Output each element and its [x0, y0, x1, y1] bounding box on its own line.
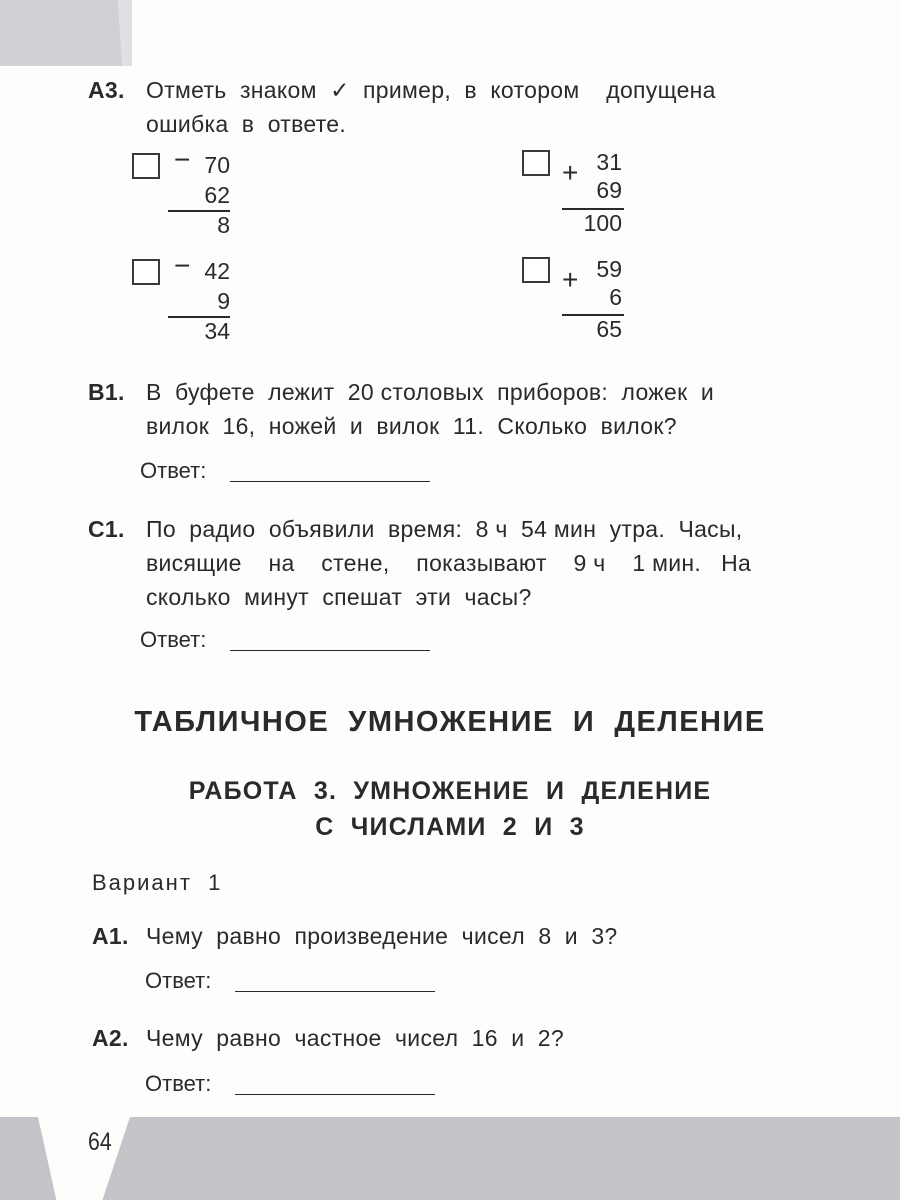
answer-checkbox[interactable]	[132, 153, 160, 179]
operand: 70	[204, 152, 230, 178]
question-text: вилок 16, ножей и вилок 11. Сколько вилок?	[146, 413, 677, 439]
result: 34	[204, 318, 230, 344]
minus-sign: −	[174, 250, 191, 281]
example-4	[522, 254, 642, 344]
answer-label: Ответ:	[145, 968, 212, 993]
answer-field[interactable]	[235, 1094, 435, 1095]
question-text: висящие на стене, показывают 9 ч 1 мин. На	[146, 550, 752, 576]
minus-sign: −	[174, 144, 191, 175]
operand: 6	[609, 284, 622, 310]
question-text: Чему равно произведение чисел 8 и 3?	[146, 923, 618, 949]
answer-label: Ответ:	[140, 627, 207, 652]
operand: 42	[204, 258, 230, 284]
question-a2	[92, 1020, 852, 1060]
question-label: А2.	[92, 1025, 129, 1051]
page-number: 64	[88, 1128, 112, 1156]
answer-label: Ответ:	[140, 458, 207, 483]
operand: 31	[596, 149, 622, 175]
answer-row-a1	[145, 968, 435, 994]
operand: 59	[596, 256, 622, 282]
question-a3	[88, 72, 848, 152]
result: 65	[596, 316, 622, 342]
question-b1	[88, 374, 848, 454]
answer-checkbox[interactable]	[522, 150, 550, 176]
answer-field[interactable]	[230, 650, 430, 651]
question-text: По радио объявили время: 8 ч 54 мин утра. Часы,	[146, 516, 743, 542]
question-text: сколько минут спешат эти часы?	[146, 584, 532, 610]
result: 8	[217, 212, 230, 238]
work-title-line2: С ЧИСЛАМИ 2 И 3	[315, 813, 585, 841]
operand: 62	[204, 182, 230, 208]
answer-field[interactable]	[235, 991, 435, 992]
operand: 9	[217, 288, 230, 314]
example-1	[132, 144, 252, 240]
answer-checkbox[interactable]	[522, 257, 550, 283]
variant-label: Вариант 1	[92, 870, 223, 895]
question-text: В буфете лежит 20 столовых приборов: ложек и	[146, 379, 714, 405]
question-label: В1.	[88, 379, 125, 405]
page-footer-band	[0, 1117, 900, 1200]
question-text: Чему равно частное чисел 16 и 2?	[146, 1025, 564, 1051]
question-label: А1.	[92, 923, 129, 949]
plus-sign: +	[562, 157, 579, 188]
work-title-line1: РАБОТА 3. УМНОЖЕНИЕ И ДЕЛЕНИЕ	[188, 777, 712, 805]
example-2	[522, 147, 642, 237]
answer-field[interactable]	[230, 481, 430, 482]
answer-label: Ответ:	[145, 1071, 212, 1096]
answer-row-c1	[140, 627, 430, 653]
result: 100	[583, 210, 622, 236]
plus-sign: +	[562, 264, 579, 295]
answer-row-b1	[140, 458, 430, 484]
question-text: Отметь знаком ✓ пример, в котором допущена	[146, 77, 716, 103]
question-label: С1.	[88, 516, 125, 542]
example-3	[132, 250, 252, 346]
operand: 69	[596, 177, 622, 203]
answer-checkbox[interactable]	[132, 259, 160, 285]
answer-row-a2	[145, 1071, 435, 1097]
question-text: ошибка в ответе.	[146, 111, 347, 137]
question-a1	[92, 918, 852, 958]
page-corner-decoration	[0, 0, 132, 66]
question-c1	[88, 511, 848, 621]
question-label: А3.	[88, 77, 125, 103]
section-title: ТАБЛИЧНОЕ УМНОЖЕНИЕ И ДЕЛЕНИЕ	[134, 706, 766, 738]
